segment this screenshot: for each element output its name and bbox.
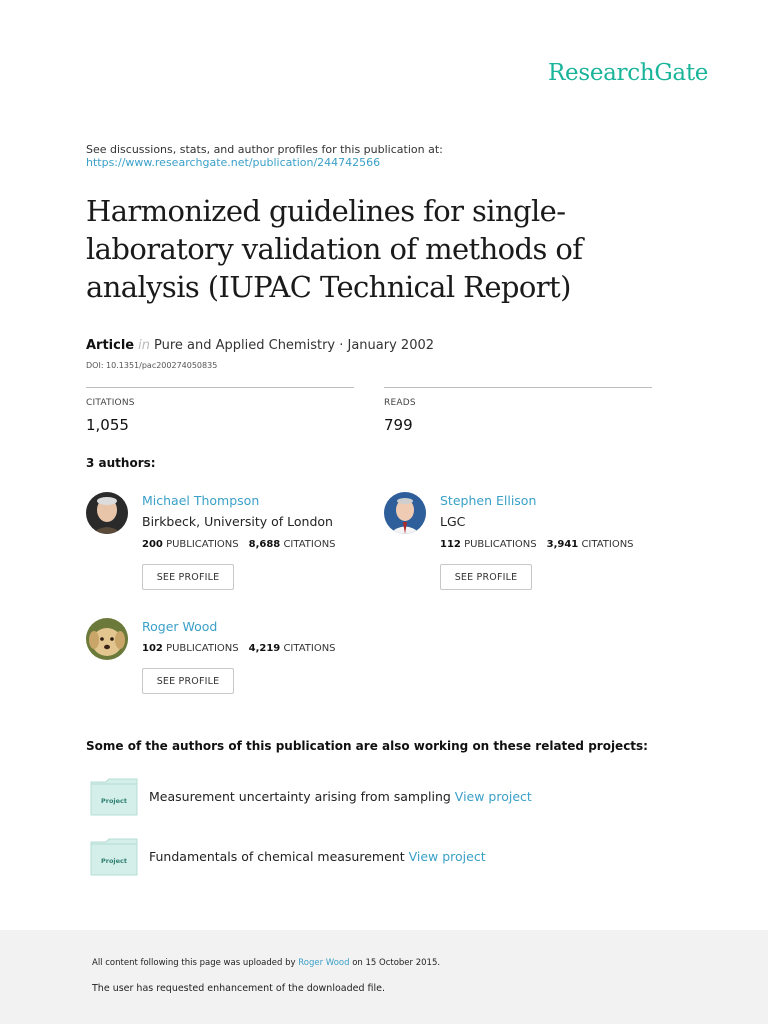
discussion-text: See discussions, stats, and author profiles for this publication at: xyxy=(86,143,443,156)
citations-label: CITATIONS xyxy=(581,539,634,550)
publication-title: Harmonized guidelines for single-laboratory validation of methods of analysis (IUPAC Technical Report) xyxy=(86,194,583,304)
publications-count: 112 xyxy=(440,539,461,550)
author-institution: LGC xyxy=(440,514,466,529)
citations-label: CITATIONS xyxy=(283,643,336,654)
upload-suffix: on 15 October 2015. xyxy=(352,958,441,968)
view-project-link[interactable]: View project xyxy=(454,789,532,804)
reads-divider xyxy=(384,387,652,388)
authors-header: 3 authors: xyxy=(86,456,156,470)
journal-date[interactable]: Pure and Applied Chemistry · January 2002 xyxy=(153,338,435,353)
citations-label: CITATIONS xyxy=(86,398,135,408)
author-name[interactable]: Michael Thompson xyxy=(142,493,260,508)
project-folder-icon xyxy=(90,778,138,816)
publication-url-link[interactable]: https://www.researchgate.net/publication/244742566 xyxy=(86,156,381,169)
author-stats xyxy=(142,643,336,654)
author-institution: Birkbeck, University of London xyxy=(142,514,333,529)
citations-count: 8,688 xyxy=(248,539,281,550)
footer xyxy=(0,930,768,1024)
reads-value: 799 xyxy=(384,416,413,434)
folder-label: Project xyxy=(100,797,128,805)
see-profile-button[interactable]: SEE PROFILE xyxy=(142,564,234,590)
publications-count: 102 xyxy=(142,643,163,654)
author-card-michael-thompson xyxy=(86,492,376,602)
doi-text: DOI: 10.1351/pac200274050835 xyxy=(86,361,218,370)
citations-count: 3,941 xyxy=(546,539,579,550)
project-name: Fundamentals of chemical measurement xyxy=(149,849,405,864)
project-title xyxy=(149,849,486,864)
author-stats xyxy=(142,539,336,550)
reads-label: READS xyxy=(384,398,416,408)
upload-prefix: All content following this page was uploaded by xyxy=(92,958,296,968)
uploader-link[interactable]: Roger Wood xyxy=(298,958,350,968)
see-profile-button[interactable]: SEE PROFILE xyxy=(142,668,234,694)
project-title xyxy=(149,789,532,804)
publication-type: Article xyxy=(86,338,135,353)
citations-count: 4,219 xyxy=(248,643,281,654)
publication-meta xyxy=(86,338,434,353)
project-item xyxy=(90,778,590,818)
author-name[interactable]: Stephen Ellison xyxy=(440,493,537,508)
enhancement-note: The user has requested enhancement of the downloaded file. xyxy=(92,983,386,994)
publications-count: 200 xyxy=(142,539,163,550)
author-name[interactable]: Roger Wood xyxy=(142,619,218,634)
avatar[interactable] xyxy=(86,492,128,534)
related-projects-header: Some of the authors of this publication are also working on these related projects: xyxy=(86,739,648,753)
project-item xyxy=(90,838,590,878)
publications-label: PUBLICATIONS xyxy=(166,643,239,654)
see-profile-button[interactable]: SEE PROFILE xyxy=(440,564,532,590)
view-project-link[interactable]: View project xyxy=(408,849,486,864)
upload-info xyxy=(92,958,440,968)
project-folder-icon xyxy=(90,838,138,876)
folder-label: Project xyxy=(100,857,128,865)
publications-label: PUBLICATIONS xyxy=(464,539,537,550)
in-label: in xyxy=(138,338,150,353)
project-name: Measurement uncertainty arising from sampling xyxy=(149,789,451,804)
researchgate-logo[interactable]: ResearchGate xyxy=(548,60,709,86)
citations-value: 1,055 xyxy=(86,416,129,434)
citations-label: CITATIONS xyxy=(283,539,336,550)
avatar[interactable] xyxy=(86,618,128,660)
author-card-roger-wood xyxy=(86,618,376,728)
publications-label: PUBLICATIONS xyxy=(166,539,239,550)
author-card-stephen-ellison xyxy=(384,492,674,602)
avatar[interactable] xyxy=(384,492,426,534)
author-stats xyxy=(440,539,634,550)
citations-divider xyxy=(86,387,354,388)
